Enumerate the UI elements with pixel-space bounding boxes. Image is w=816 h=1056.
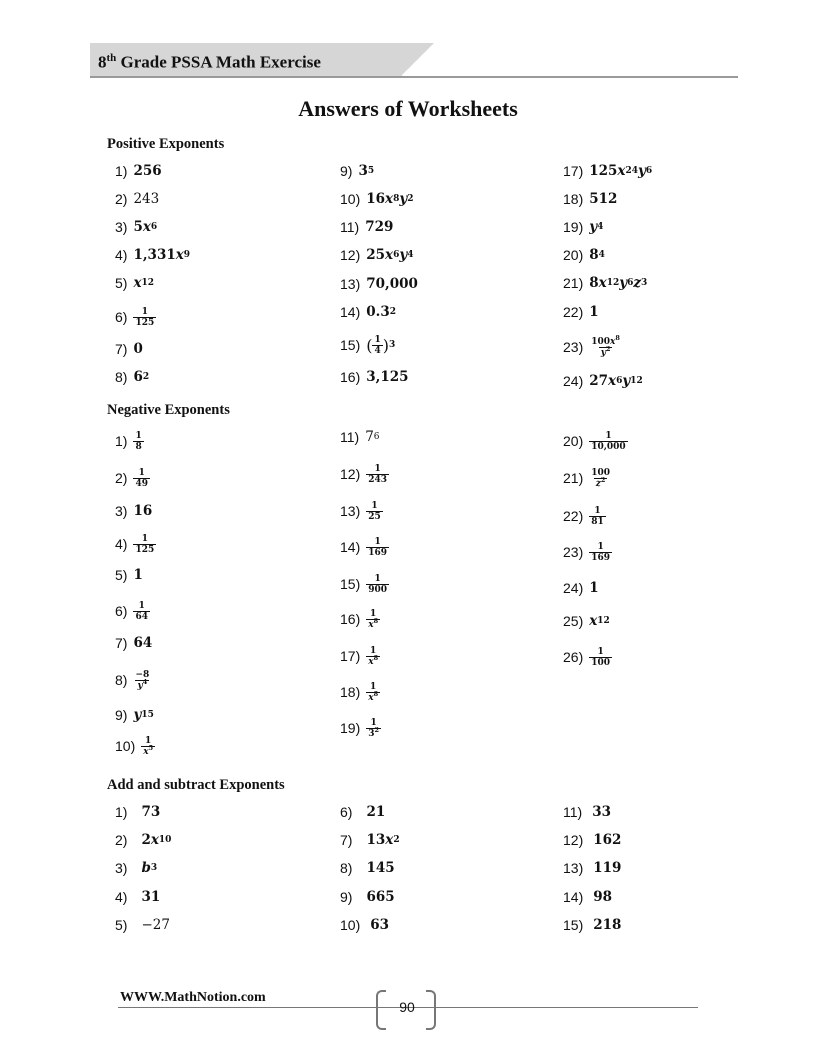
list-item: 5) −27 — [115, 917, 170, 933]
list-item: 7) 64 — [115, 635, 153, 651]
list-item: 9) y 15 — [115, 707, 154, 723]
list-item: 3) 5 x 6 — [115, 219, 158, 235]
header-title: 8th Grade PSSA Math Exercise — [98, 52, 321, 72]
list-item: 7) 13 x 2 — [340, 832, 400, 848]
list-item: 4) 1,331 x 9 — [115, 247, 191, 263]
list-item: 1) 256 — [115, 163, 162, 179]
list-item: 6) $\frac{1}{64}$ — [115, 600, 148, 622]
list-item: 22) $\frac{1}{81}$ — [563, 505, 604, 527]
list-item: 1) 73 — [115, 804, 161, 820]
list-item: 23) $\frac{1}{169}$ — [563, 541, 611, 563]
list-item: 2) 243 — [115, 191, 160, 207]
list-item: 10) 63 — [340, 917, 390, 933]
list-item: 8) 6 2 — [115, 369, 150, 385]
list-item: 4) 31 — [115, 889, 161, 905]
list-item: 13) $\frac{1}{25}$ — [340, 500, 381, 522]
list-item: 9) 665 — [340, 889, 395, 905]
list-item: 25) x 12 — [563, 613, 610, 629]
list-item: 13) 70,000 — [340, 276, 418, 292]
list-item: 2) 2 x 10 — [115, 832, 172, 848]
list-item: 18) $\frac{1}{x^8}$ — [340, 681, 379, 703]
list-item: 14) 98 — [563, 889, 613, 905]
list-item: 3) b 3 — [115, 860, 158, 876]
list-item: 11) 729 — [340, 219, 394, 235]
list-item: 14) 0.3 2 — [340, 304, 396, 320]
list-item: 20) $\frac{1}{10,000}$ — [563, 430, 626, 452]
section-heading-positive: Positive Exponents — [107, 136, 225, 152]
header-rule — [90, 76, 738, 78]
list-item: 9) 3 5 — [340, 163, 375, 179]
list-item: 3) 16 — [115, 503, 153, 519]
list-item: 17) 125 x 24 y 6 — [563, 163, 653, 179]
list-item: 16) 3,125 — [340, 369, 409, 385]
list-item: 21) $\frac{100}{z^2}$ — [563, 467, 611, 489]
footer-url: WWW.MathNotion.com — [120, 990, 266, 1005]
list-item: 21) 8 x 12 y 6 z 3 — [563, 275, 648, 291]
list-item: 12) 162 — [563, 832, 622, 848]
list-item: 11) 7 6 — [340, 429, 380, 445]
list-item: 10) $\frac{1}{x^5}$ — [115, 735, 154, 757]
page-number: 90 — [399, 999, 415, 1015]
list-item: 12) $\frac{1}{243}$ — [340, 463, 388, 485]
list-item: 11) 33 — [563, 804, 611, 820]
page-title: Answers of Worksheets — [298, 96, 518, 121]
list-item: 10) 16 x 8 y 2 — [340, 191, 414, 207]
list-item: 2) $\frac{1}{49}$ — [115, 467, 148, 489]
list-item: 8) 145 — [340, 860, 395, 876]
list-item: 12) 25 x 6 y 4 — [340, 247, 414, 263]
list-item: 23) $\frac{100x^8}{y^2}$ — [563, 333, 620, 358]
list-item: 6) 21 — [340, 804, 386, 820]
list-item: 8) $\frac{-8}{y^4}$ — [115, 669, 150, 691]
list-item: 24) 1 — [563, 580, 599, 596]
list-item: 1) $\frac{1}{8}$ — [115, 430, 142, 452]
list-item: 22) 1 — [563, 304, 599, 320]
list-item: 15) ( $\frac{1}{4}$ ) 3 — [340, 334, 396, 356]
section-heading-addsub: Add and subtract Exponents — [107, 777, 285, 793]
list-item: 14) $\frac{1}{169}$ — [340, 536, 388, 558]
list-item: 7) 0 — [115, 341, 143, 357]
list-item: 18) 512 — [563, 191, 618, 207]
header-band-tip — [400, 43, 434, 77]
list-item: 26) $\frac{1}{100}$ — [563, 646, 611, 668]
list-item: 17) $\frac{1}{x^8}$ — [340, 645, 379, 667]
list-item: 4) $\frac{1}{125}$ — [115, 533, 155, 555]
list-item: 5) x 12 — [115, 275, 155, 291]
list-item: 13) 119 — [563, 860, 622, 876]
list-item: 19) $\frac{1}{3^2}$ — [340, 717, 380, 739]
section-heading-negative: Negative Exponents — [107, 402, 230, 418]
list-item: 6) $\frac{1}{125}$ — [115, 306, 155, 328]
list-item: 16) $\frac{1}{x^8}$ — [340, 608, 379, 630]
list-item: 20) 8 4 — [563, 247, 605, 263]
list-item: 24) 27 x 6 y 12 — [563, 373, 643, 389]
page-number-bracket-left — [376, 990, 386, 1030]
list-item: 5) 1 — [115, 567, 143, 583]
list-item: 15) 218 — [563, 917, 622, 933]
list-item: 15) $\frac{1}{900}$ — [340, 573, 388, 595]
list-item: 19) y 4 — [563, 219, 604, 235]
